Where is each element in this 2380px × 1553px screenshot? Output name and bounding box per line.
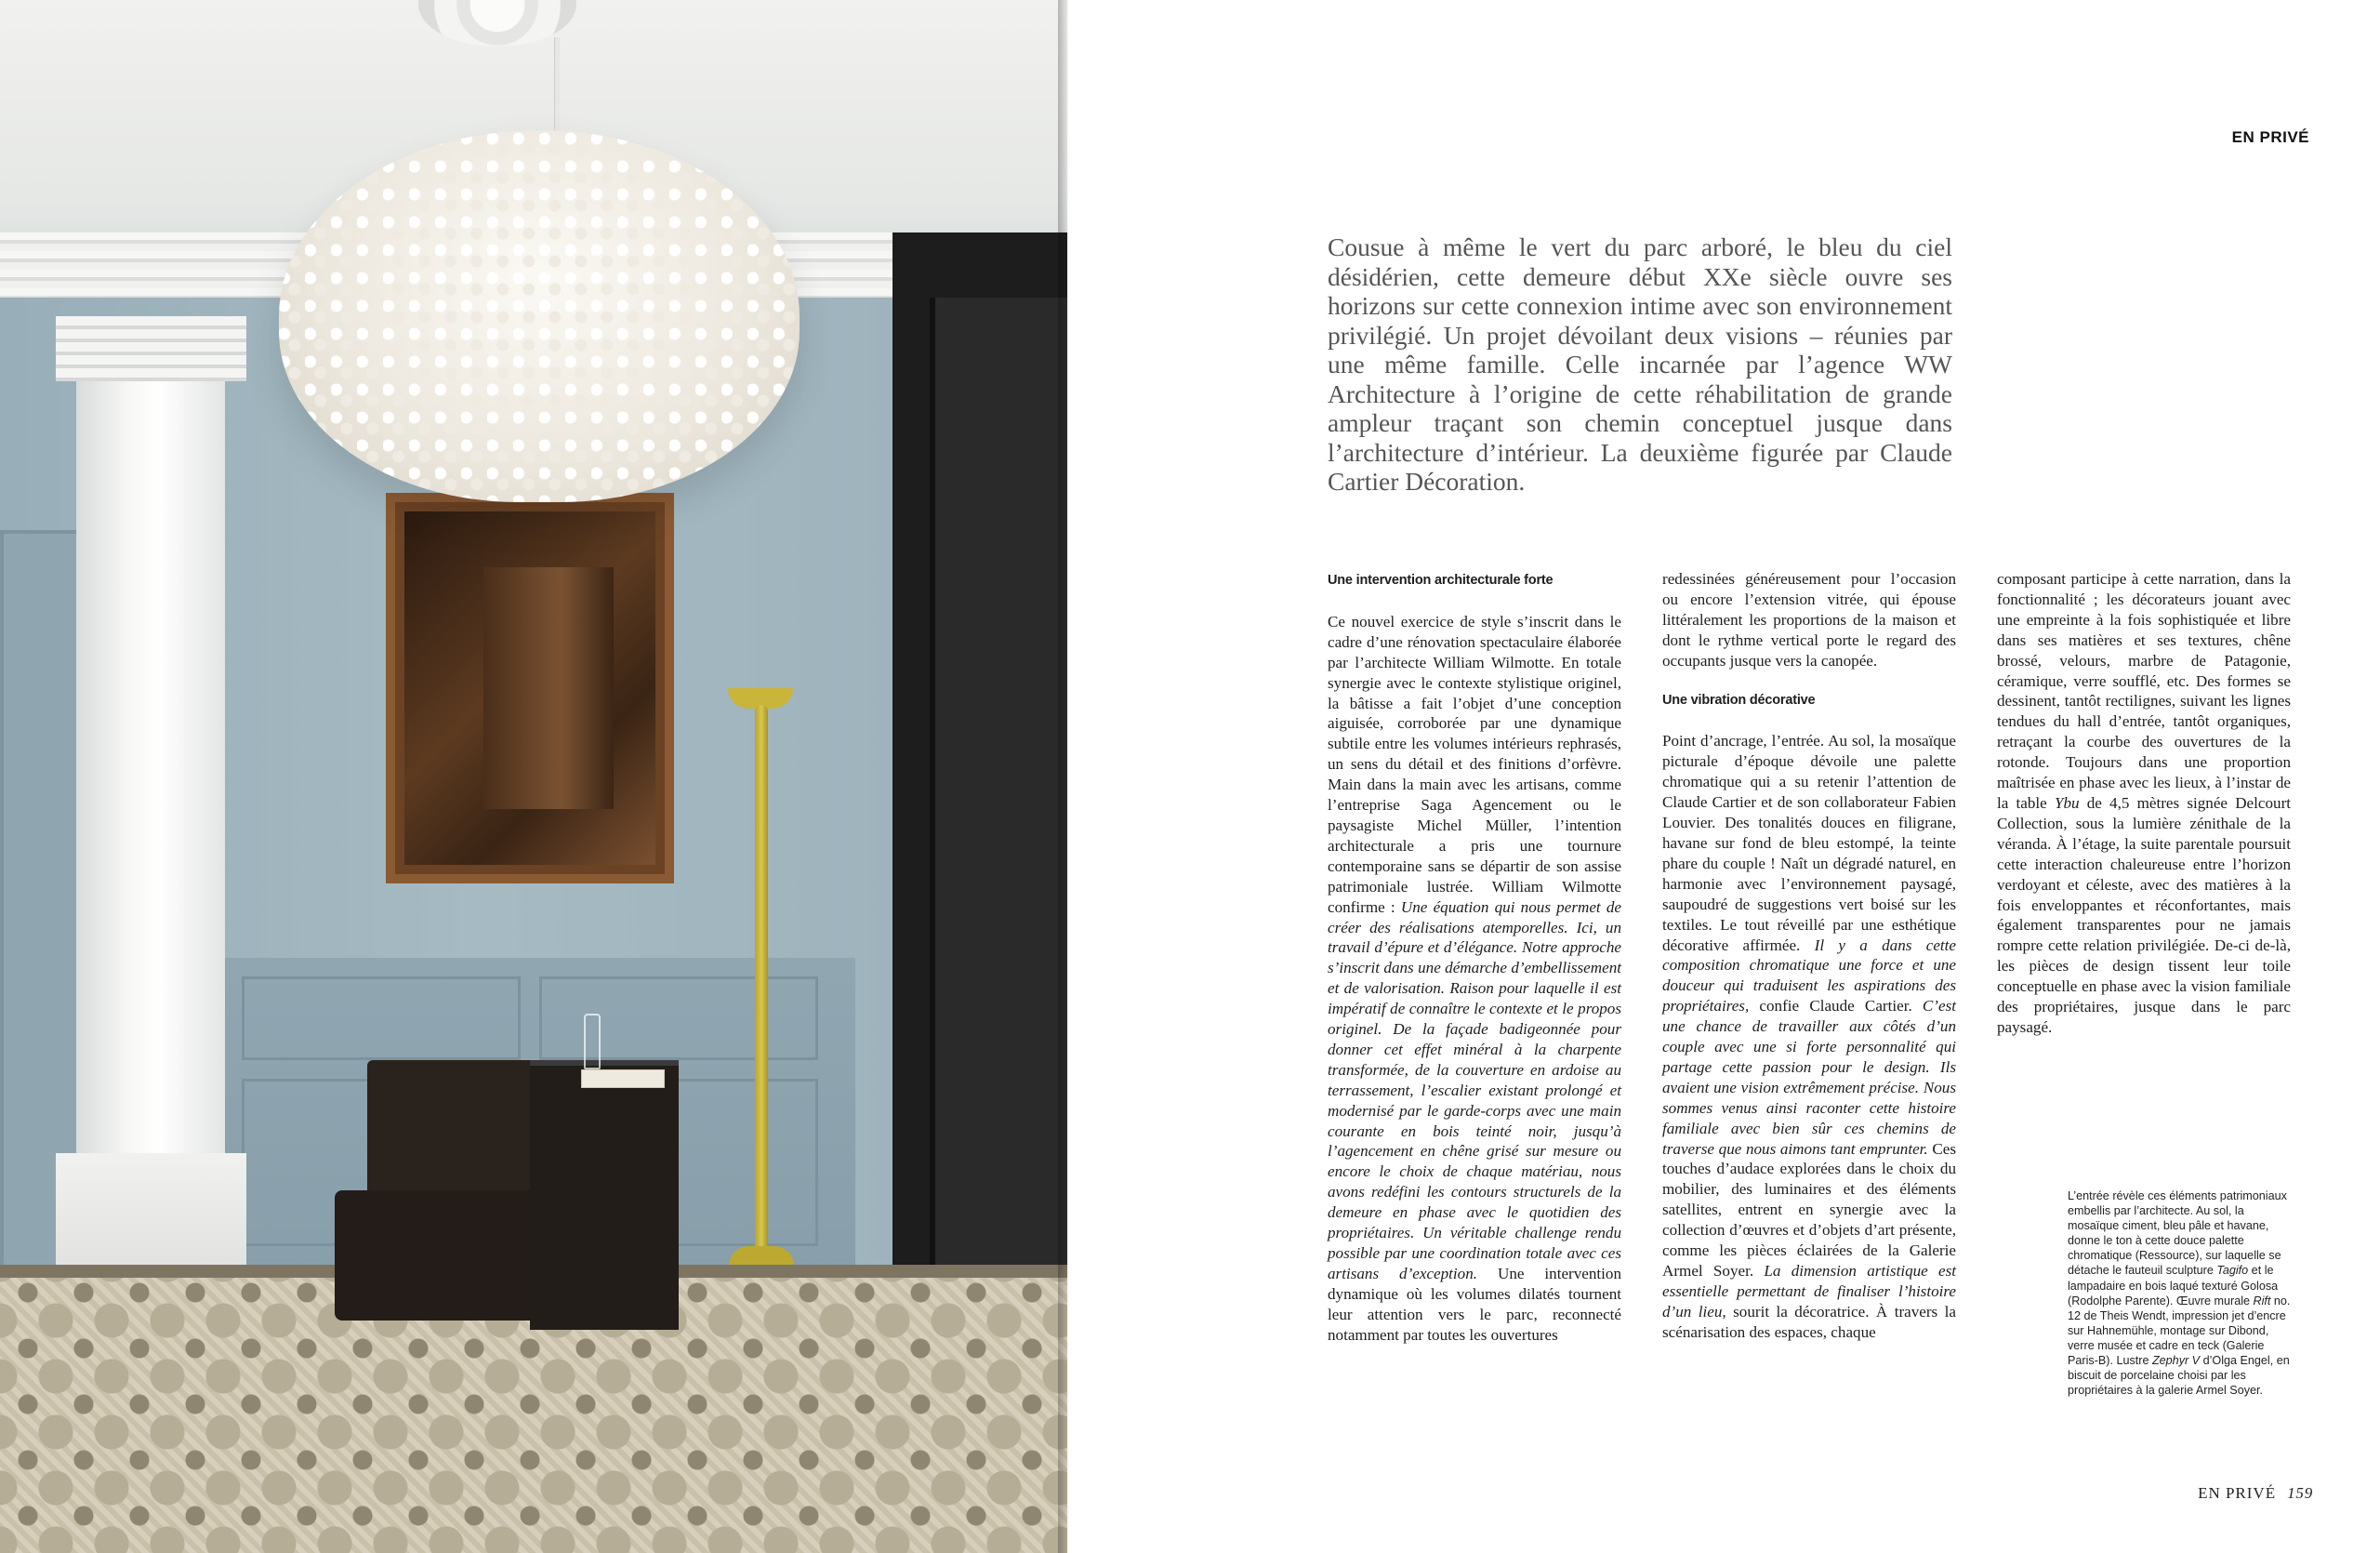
artwork-depth-box [483,567,614,809]
side-table [530,1060,679,1330]
interior-photo [0,0,1067,1553]
subheading-architecture: Une intervention architecturale forte [1328,573,1554,588]
subheading-decoration: Une vibration décorative [1662,692,1816,708]
floor-lamp-stem [755,705,768,1263]
quote: La dimension artistique est essentielle permettant de finaliser l’histoire d’un lieu, [1662,1262,1956,1321]
photo-caption: L’entrée révèle ces éléments patrimoniaux embellis par l’architecte. Au sol, la mosaïque ciment, bleu pâle et havane, donne le ton à cette douce palette chromatique (Ressource), sur laquelle se détache le fauteuil sculpture Tagifo et le lampadaire en bois laqué texturé Golosa (Rodolphe Parente). Œuvre murale Rift no. 12 de Theis Wendt, impression jet d’encre sur Hahnemühle, montage sur Dibond, verre musée et cadre en teck (Galerie Paris-B). Lustre Zephyr V d’Olga Engel, en biscuit de porcelaine choisi par les propriétaires à la galerie Armel Soyer. [2068,1189,2291,1398]
book-stack [581,1069,665,1088]
section-label: EN PRIVÉ [2231,128,2309,146]
text-column-3 [1997,569,2291,1057]
quote: Une équation qui nous permet de créer des réalisations atemporelles. Ici, un travail d’épure et d’élégance. Notre approche s’inscrit dans une démarche d’embellissement et de valorisation. Raison pour laquelle il est impératif de connaître le contexte et le propos originel. De la façade badigeonnée pour donner cet effet minéral à la charpente transformée, de la couverture en ardoise au terrassement, l’escalier existant prolongé et modernisé par le garde-corps avec une main courante en bois teinté noir, jusqu’à l’agencement en chêne grisé sur mesure ou encore le choix de chaque matériau, nous avons redéfini les contours structurels de la demeure en phase avec le quotidien des propriétaires. Un véritable challenge rendu possible par une coordination totale avec ces artisans d’exception. [1328,897,1622,1282]
sculpture-chair-seat [335,1190,549,1321]
column-base [56,1153,246,1283]
page-gutter [1058,0,1069,1553]
quote: C’est une chance de travailler aux côtés d’un couple avec une si forte personnalité qui partage cette passion pour le design. Ils avaient une vision extrêmement précise. Nous sommes venus ainsi raconter cette histoire familiale avec bien sûr ces chemins de traverse que nous aimons tant emprunter. [1662,997,1956,1158]
intro-paragraph: Cousue à même le vert du parc arboré, le bleu du ciel désidérien, cette demeure début XXe siècle ouvre ses horizons sur cette connexion intime avec son environnement privilégié. Un projet dévoilant deux visions – réunies par une même famille. Celle incarnée par l’agence WW Architecture à l’origine de cette réhabilitation de grande ampleur traçant son chemin conceptuel jusque dans l’architecture d’intérieur. La deuxième figurée par Claude Cartier Décoration. [1328,232,1952,496]
sculpture-chair-back [367,1060,544,1200]
body-paragraph: Ce nouvel exercice de style s’inscrit dans le cadre d’une rénovation spectaculaire élaborée par l’architecte William Wilmotte. En totale synergie avec le contexte stylistique originel, la bâtisse a fait l’objet d’une conception aiguisée, corroborée par une dynamique subtile entre les volumes intérieurs rephrasés, un sens du détail et des finitions d’orfèvre. Main dans la main avec les artisans, comme l’entreprise Saga Agencement ou le paysagiste Michel Müller, l’intention architecturale a pris une tournure contemporaine sans se départir de son assise patrimoniale lustrée. William Wilmotte confirme : Une équation qui nous permet de créer des réalisations atemporelles. Ici, un travail d’épure et d’élégance. Notre approche s’inscrit dans une démarche d’embellissement et de valorisation. Raison pour laquelle il est impératif de connaître le contexte et le propos originel. De la façade badigeonnée pour donner cet effet minéral à la charpente transformée, de la couverture en ardoise au terrassement, l’escalier existant prolongé et modernisé par le garde-corps avec une main courante en bois teinté noir, jusqu’à l’agencement en chêne grisé sur mesure ou encore le choix de chaque matériau, nous avons redéfini les contours structurels de la demeure en phase avec le quotidien des propriétaires. Un véritable challenge rendu possible par une coordination totale avec ces artisans d’exception. Une intervention dynamique où les volumes dilatés tournent leur attention vers le parc, reconnecté notamment par toutes les ouvertures [1328,612,1622,1344]
page-number: 159 [2287,1484,2313,1502]
body-paragraph: redessinées généreusement pour l’occasion ou encore l’extension vitrée, qui épouse littéralement les proportions de la maison et dont le rythme vertical porte le regard des occupants jusque vers la canopée. [1662,570,1956,670]
column-capital [56,316,246,381]
wine-glass [584,1014,601,1069]
body-paragraph: Point d’ancrage, l’entrée. Au sol, la mosaïque picturale d’époque dévoile une palette chromatique qui a su retenir l’attention de Claude Cartier et de son collaborateur Fabien Louvier. Des tonalités douces en filigrane, havane sur fond de bleu estompé, la teinte phare du couple ! Naît un dégradé naturel, en harmonie avec l’environnement paysagé, saupoudré de suggestions vert boisé sur les textiles. Le tout réveillé par une esthétique décorative affirmée. Il y a dans cette composition chromatique une force et une douceur qui traduisent les aspirations des propriétaires, confie Claude Cartier. C’est une chance de travailler aux côtés d’un couple avec une si forte personnalité qui partage cette passion pour le design. Ils avaient une vision extrêmement précise. Nous sommes venus ainsi raconter cette histoire familiale avec bien sûr ces chemins de traverse que nous aimons tant emprunter. Ces touches d’audace explorées dans le choix du mobilier, des luminaires et des éléments satellites, entrent en synergie avec la collection d’œuvres et d’objets d’art présente, comme les pièces éclairées de la Galerie Armel Soyer. La dimension artistique est essentielle permettant de finaliser l’histoire d’un lieu, sourit la décoratrice. À travers la scénarisation des espaces, chaque [1662,732,1956,1341]
white-column [76,316,225,1283]
quote: Il y a dans cette composition chromatique une force et une douceur qui traduisent les aspirations des propriétaires, [1662,936,1956,1015]
folio-section: EN PRIVÉ [2198,1484,2277,1502]
porcelain-chandelier [279,130,800,502]
text-column-2 [1662,569,1956,1362]
body-paragraph: composant participe à cette narration, dans la fonctionnalité ; les décorateurs jouant avec une empreinte à la fois sophistiquée et libre dans ses matières et ses textures, chêne brossé, velours, marbre de Patagonie, céramique, verre soufflé, etc. Des formes se dessinent, tantôt rectilignes, suivant les lignes tendues du hall d’entrée, tantôt organiques, retraçant la courbe des ouvertures de la rotonde. Toujours dans une proportion maîtrisée en phase avec les lieux, à l’instar de la table Ybu de 4,5 mètres signée Delcourt Collection, sous la lumière zénithale de la véranda. À l’étage, la suite parentale poursuit cette interaction chaleureuse entre l’horizon verdoyant et céleste, avec des matières à la fois enveloppantes et réconfortantes, mais également transparentes pour ne jamais rompre cette relation privilégiée. De-ci de-là, les pièces de design tissent leur toile conceptuelle en phase avec la vision familiale des propriétaires, jusque dans le parc paysagé. [1997,570,2292,1036]
page-folio [2198,1484,2313,1503]
text-column-1 [1328,569,1621,1365]
